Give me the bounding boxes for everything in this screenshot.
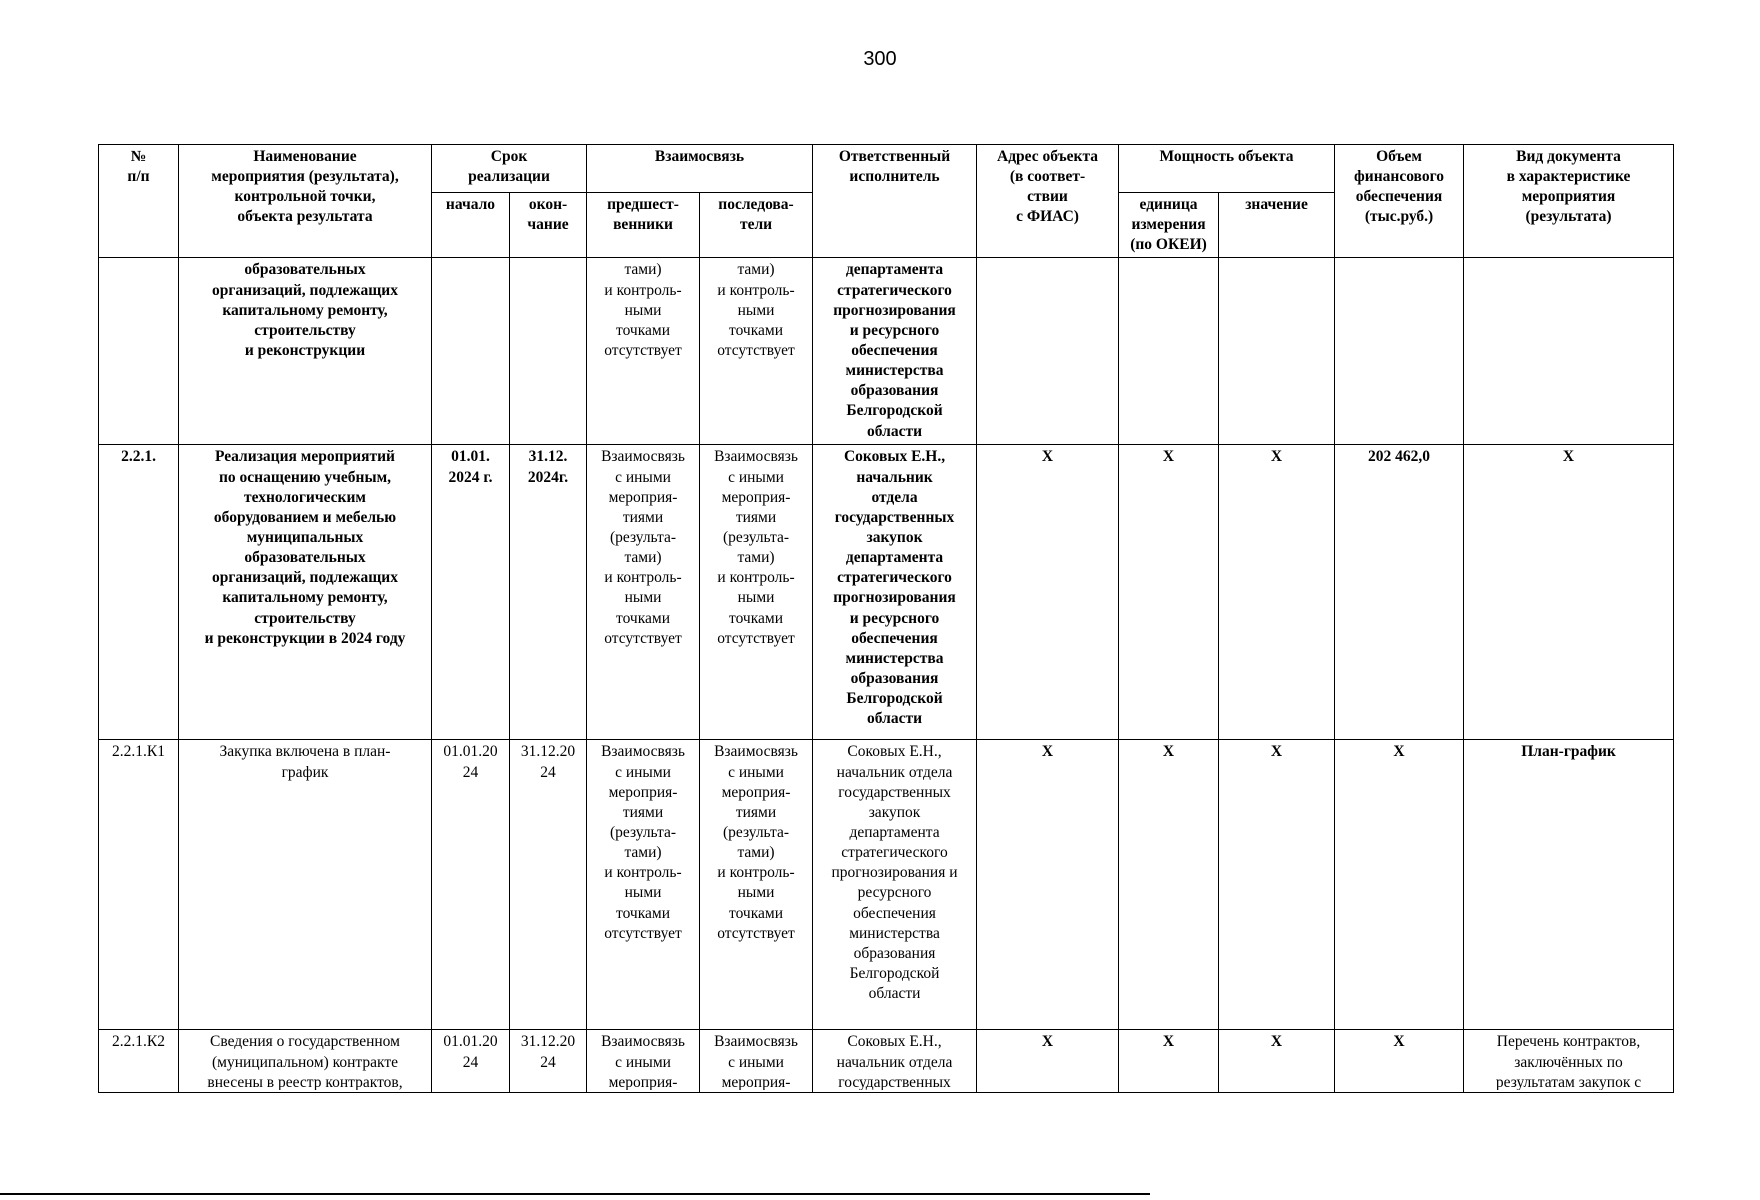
cell-num: 2.2.1. [99, 445, 179, 740]
cell-prev-text: Взаимосвязь с иными мероприя- [601, 1033, 685, 1091]
cell-doctype-text: Перечень контрактов, заключённых по результатам закупок с [1495, 1033, 1642, 1091]
cell-doctype: План-график [1464, 740, 1674, 1030]
cell-start: 01.01.20 24 [432, 740, 510, 1030]
footer-rule [0, 1193, 1150, 1195]
header-term-end: окон- чание [510, 193, 587, 258]
cell-name: Закупка включена в план- график [179, 740, 432, 1030]
cell-executor: департамента стратегического прогнозирования и ресурсного обеспечения министерства образования Белгородской области [813, 258, 977, 445]
cell-prev: Взаимосвязь с иными мероприя- тиями (результа- тами) и контроль- ными точками отсутствует [587, 445, 700, 740]
cell-end: 31.12. 2024г. [510, 445, 587, 740]
cell-unit [1119, 258, 1219, 445]
header-doctype: Вид документа в характеристике мероприятия (результата) [1464, 145, 1674, 258]
header-rel-prev: предшест- венники [587, 193, 700, 258]
cell-num: 2.2.1.К1 [99, 740, 179, 1030]
header-relation: Взаимосвязь [587, 145, 813, 193]
cell-executor-text: Соковых Е.Н., начальник отдела государственных [836, 1033, 953, 1091]
cell-doctype [1464, 258, 1674, 445]
cell-unit: X [1119, 445, 1219, 740]
cell-start [432, 1030, 510, 1093]
cell-finance-text: X [1393, 1033, 1405, 1051]
cell-start: 01.01. 2024 г. [432, 445, 510, 740]
cell-value: X [1219, 740, 1335, 1030]
cell-prev [587, 1030, 700, 1093]
header-capacity: Мощность объекта [1119, 145, 1335, 193]
table-row [99, 445, 1674, 740]
cell-name: образовательных организаций, подлежащих капитальному ремонту, строительству и реконструкции [179, 258, 432, 445]
header-name: Наименование мероприятия (результата), контрольной точки, объекта результата [179, 145, 432, 258]
cell-end-text: 31.12.20 24 [520, 1033, 576, 1071]
cell-name [179, 1030, 432, 1093]
header-rel-next: последова- тели [700, 193, 813, 258]
cell-name: Реализация мероприятий по оснащению учебным, технологическим оборудованием и мебелью муниципальных образовательных организаций, подлежащих капитальному ремонту, строительству и реконструкции в 2024 году [179, 445, 432, 740]
cell-start-text: 01.01.20 24 [443, 1033, 498, 1071]
cell-next [700, 1030, 813, 1093]
header-term: Срок реализации [432, 145, 587, 193]
cell-address [977, 258, 1119, 445]
page-number: 300 [863, 48, 897, 70]
plan-table [98, 144, 1674, 1093]
cell-address: X [977, 445, 1119, 740]
cell-num [99, 258, 179, 445]
cell-unit-text: X [1162, 1033, 1175, 1051]
cell-next: Взаимосвязь с иными мероприя- тиями (результа- тами) и контроль- ными точками отсутствует [700, 740, 813, 1030]
cell-doctype: X [1464, 445, 1674, 740]
cell-end [510, 1030, 587, 1093]
cell-num [99, 1030, 179, 1093]
cell-next-text: Взаимосвязь с иными мероприя- [714, 1033, 798, 1091]
header-address: Адрес объекта (в соответ- ствии с ФИАС) [977, 145, 1119, 258]
cell-finance: X [1335, 740, 1464, 1030]
cell-num-text: 2.2.1.К2 [112, 1033, 165, 1051]
header-cap-unit: единица измерения (по ОКЕИ) [1119, 193, 1219, 258]
cell-executor: Соковых Е.Н., начальник отдела государственных закупок департамента стратегического прогнозирования и ресурсного обеспечения министерства образования Белгородской области [813, 445, 977, 740]
cell-next: Взаимосвязь с иными мероприя- тиями (результа- тами) и контроль- ными точками отсутствует [700, 445, 813, 740]
cell-finance [1335, 258, 1464, 445]
cell-next: тами) и контроль- ными точками отсутствует [700, 258, 813, 445]
cell-value: X [1219, 445, 1335, 740]
cell-value [1219, 258, 1335, 445]
cell-address: X [977, 740, 1119, 1030]
cell-doctype [1464, 1030, 1674, 1093]
cell-executor [813, 1030, 977, 1093]
cell-name-text: Сведения о государственном (муниципальном) контракте внесены в реестр контрактов, [207, 1033, 403, 1091]
header-term-start: начало [432, 193, 510, 258]
cell-address-text: X [1041, 1033, 1054, 1051]
table-row [99, 740, 1674, 1030]
cell-finance [1335, 1030, 1464, 1093]
cell-value-text: X [1270, 1033, 1283, 1051]
cell-unit [1119, 1030, 1219, 1093]
header-finance: Объем финансового обеспечения (тыс.руб.) [1335, 145, 1464, 258]
cell-executor: Соковых Е.Н., начальник отдела государственных закупок департамента стратегического прогнозирования и ресурсного обеспечения министерства образования Белгородской области [813, 740, 977, 1030]
cell-start [432, 258, 510, 445]
cell-finance: 202 462,0 [1335, 445, 1464, 740]
table-row [99, 1030, 1674, 1093]
cell-value [1219, 1030, 1335, 1093]
cell-end [510, 258, 587, 445]
table-row [99, 258, 1674, 445]
header-num: № п/п [99, 145, 179, 258]
cell-end: 31.12.20 24 [510, 740, 587, 1030]
cell-address [977, 1030, 1119, 1093]
header-executor: Ответственный исполнитель [813, 145, 977, 258]
cell-unit: X [1119, 740, 1219, 1030]
table-header [99, 145, 1674, 258]
cell-prev: тами) и контроль- ными точками отсутствует [587, 258, 700, 445]
cell-prev: Взаимосвязь с иными мероприя- тиями (результа- тами) и контроль- ными точками отсутствует [587, 740, 700, 1030]
header-cap-value: значение [1219, 193, 1335, 258]
